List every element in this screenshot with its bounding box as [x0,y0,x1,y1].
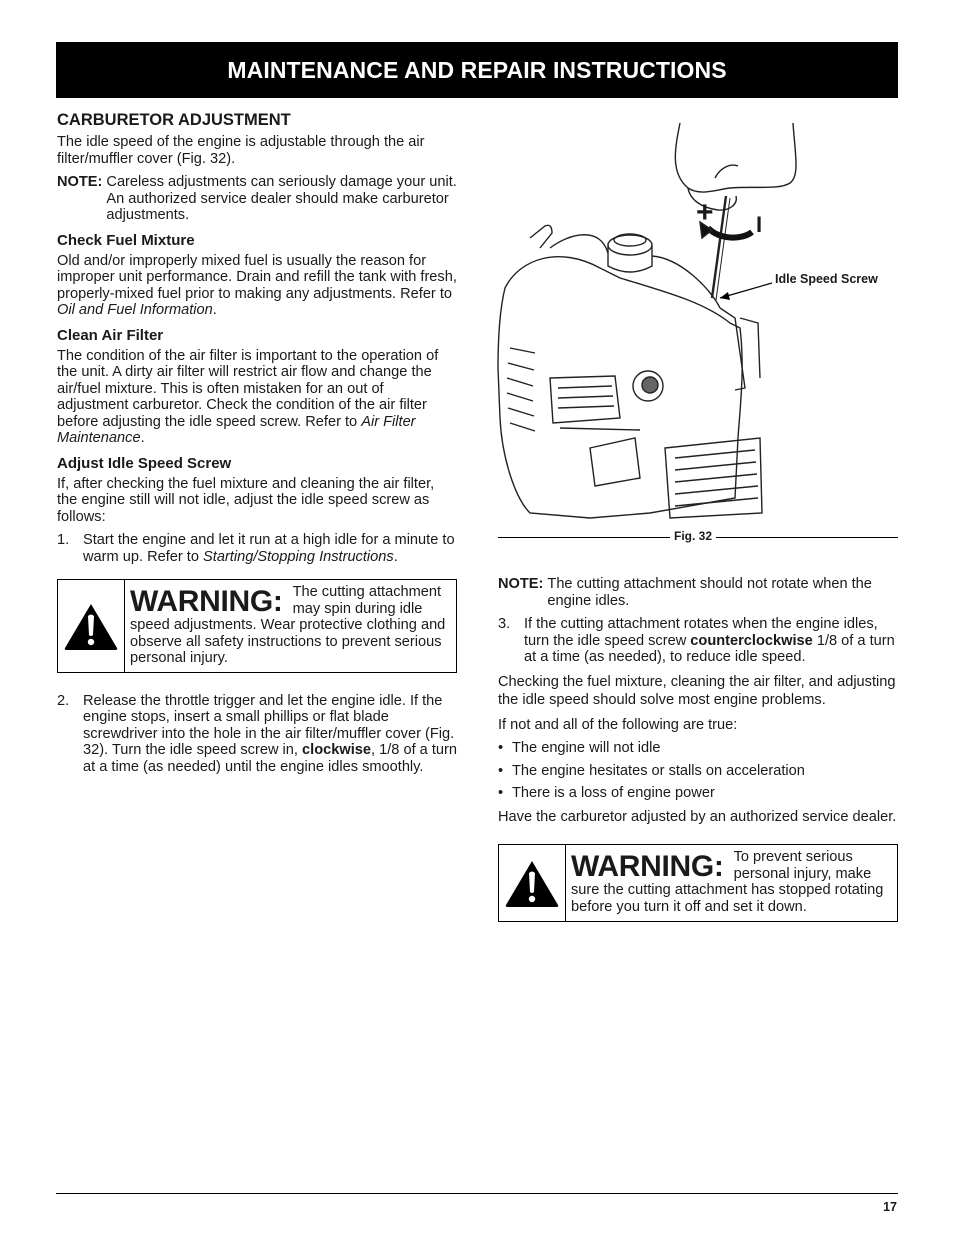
left-column [57,110,457,782]
page-title: MAINTENANCE AND REPAIR INSTRUCTIONS [227,56,727,83]
idle-speed-screw-callout: Idle Speed Screw [775,272,878,286]
step-3-body-b: 1/8 of a turn at a time (as needed), to reduce idle speed. [524,632,895,665]
step-1-body: Start the engine and let it run at a high idle for a minute to warm up. Refer to [83,532,455,565]
bullet-text: The engine will not idle [512,740,661,756]
page-number: 17 [883,1200,897,1214]
step-3-bold: counterclockwise [690,632,813,649]
heading-clean-filter: Clean Air Filter [57,326,164,344]
page-header-banner [56,42,898,98]
if-not-paragraph: If not and all of the following are true: [498,716,738,733]
step-2-body-a: Release the throttle trigger and let the engine idle. If the engine stops, insert a small phillips or flat blade screwdriver into the hole in the air filter/muffler cover (Fig. 32). Turn the idle speed screw in, [83,692,455,758]
warning-2-text: To prevent serious personal injury, make sure the cutting attachment has stopped rotating before you turn it off and set it down. [571,849,884,915]
step-1-number: 1. [57,532,70,548]
step-1 [57,532,457,565]
note-label: NOTE: [57,174,103,190]
step-2 [57,693,457,776]
note-careless-adjustments [57,174,457,224]
bullet-item: • The engine hesitates or stalls on acceleration [498,762,805,779]
note-2-label: NOTE: [498,576,544,592]
minus-sign: I [756,212,763,237]
fuel-text: Old and/or improperly mixed fuel is usually the reason for improper unit performance. Drain and refill the tank with fresh, properly-mixed fuel prior to making any adjustments. Refer to [57,252,457,302]
warning-1-content [125,580,456,672]
warning-2-content [566,845,897,921]
figure-caption [498,527,898,545]
right-column [498,576,900,942]
warning-1-title: WARNING: [130,585,283,618]
step-3 [498,616,900,666]
step-1-reference: Starting/Stopping Instructions [203,548,394,565]
plus-sign: + [696,196,714,229]
note-2-text: The cutting attachment should not rotate when the engine idles. [547,576,872,609]
bullet-text: There is a loss of engine power [512,785,715,801]
warning-triangle-icon [58,580,125,672]
section-title: CARBURETOR ADJUSTMENT [57,111,291,129]
filter-reference: Air Filter Maintenance [57,413,416,446]
step-3-text [524,616,900,666]
bullet-item: • The engine will not idle [498,740,661,756]
heading-check-fuel: Check Fuel Mixture [57,231,195,249]
warning-box-1 [57,579,457,673]
step-2-bold: clockwise [302,742,371,758]
figure-32-illustration [490,118,900,548]
warning-2-title: WARNING: [571,850,724,883]
step-3-number: 3. [498,616,511,632]
summary-paragraph: Checking the fuel mixture, cleaning the air filter, and adjusting the idle speed should solve most engine problems. [498,673,896,708]
step-2-number: 2. [57,692,70,709]
figure-label: Fig. 32 [670,529,716,543]
warning-1-text: The cutting attachment may spin during idle speed adjustments. Wear protective clothing and observe all safety instructions to prevent serious personal injury. [130,584,446,666]
step-3-body-a: If the cutting attachment rotates when the engine idles, turn the idle speed screw [524,616,878,649]
paragraph-adjust-idle: If, after checking the fuel mixture and cleaning the air filter, the engine still will not idle, adjust the idle speed screw as follows: [57,475,435,525]
step-1-text: Start the engine and let it run at a high idle for a minute to warm up. Refer to Starting/Stopping Instructions. [83,532,455,565]
dealer-paragraph: Have the carburetor adjusted by an authorized service dealer. [498,808,897,825]
intro-paragraph: The idle speed of the engine is adjustable through the air filter/muffler cover (Fig. 32). [57,134,425,167]
paragraph-clean-filter: The condition of the air filter is important to the operation of the unit. A dirty air filter will restrict air flow and change the air/fuel mixture. This is often mistaken for an out of adjustment carburetor. Check the condition of the air filter before adjusting the idle speed screw. Refer to Air Filter Maintenance. [57,347,439,446]
engine-illustration [490,118,900,528]
fuel-reference: Oil and Fuel Information [57,302,213,318]
warning-triangle-icon [499,845,566,921]
footer-rule [56,1193,898,1194]
step-2-body-b: , 1/8 of a turn at a time (as needed) until the engine idles smoothly. [83,742,457,775]
heading-adjust-idle: Adjust Idle Speed Screw [57,454,232,472]
paragraph-check-fuel: Old and/or improperly mixed fuel is usually the reason for improper unit performance. Drain and refill the tank with fresh, properly-mixed fuel prior to making any adjustments. Refer to Oil and Fuel Information. [57,252,457,318]
step-2-text [83,693,457,776]
warning-box-2 [498,844,898,922]
filter-text: The condition of the air filter is important to the operation of the unit. A dirty air filter will restrict air flow and change the air/fuel mixture. This is often mistaken for an out of adjustment carburetor. Check the condition of the air filter before adjusting the idle speed screw. Refer to [57,347,439,430]
note-text: Careless adjustments can seriously damage your unit. An authorized service dealer should make carburetor adjustments. [106,174,457,223]
bullet-item: • There is a loss of engine power [498,785,715,801]
bullet-text: The engine hesitates or stalls on acceleration [512,762,805,779]
note-cutting-attachment [498,576,900,609]
